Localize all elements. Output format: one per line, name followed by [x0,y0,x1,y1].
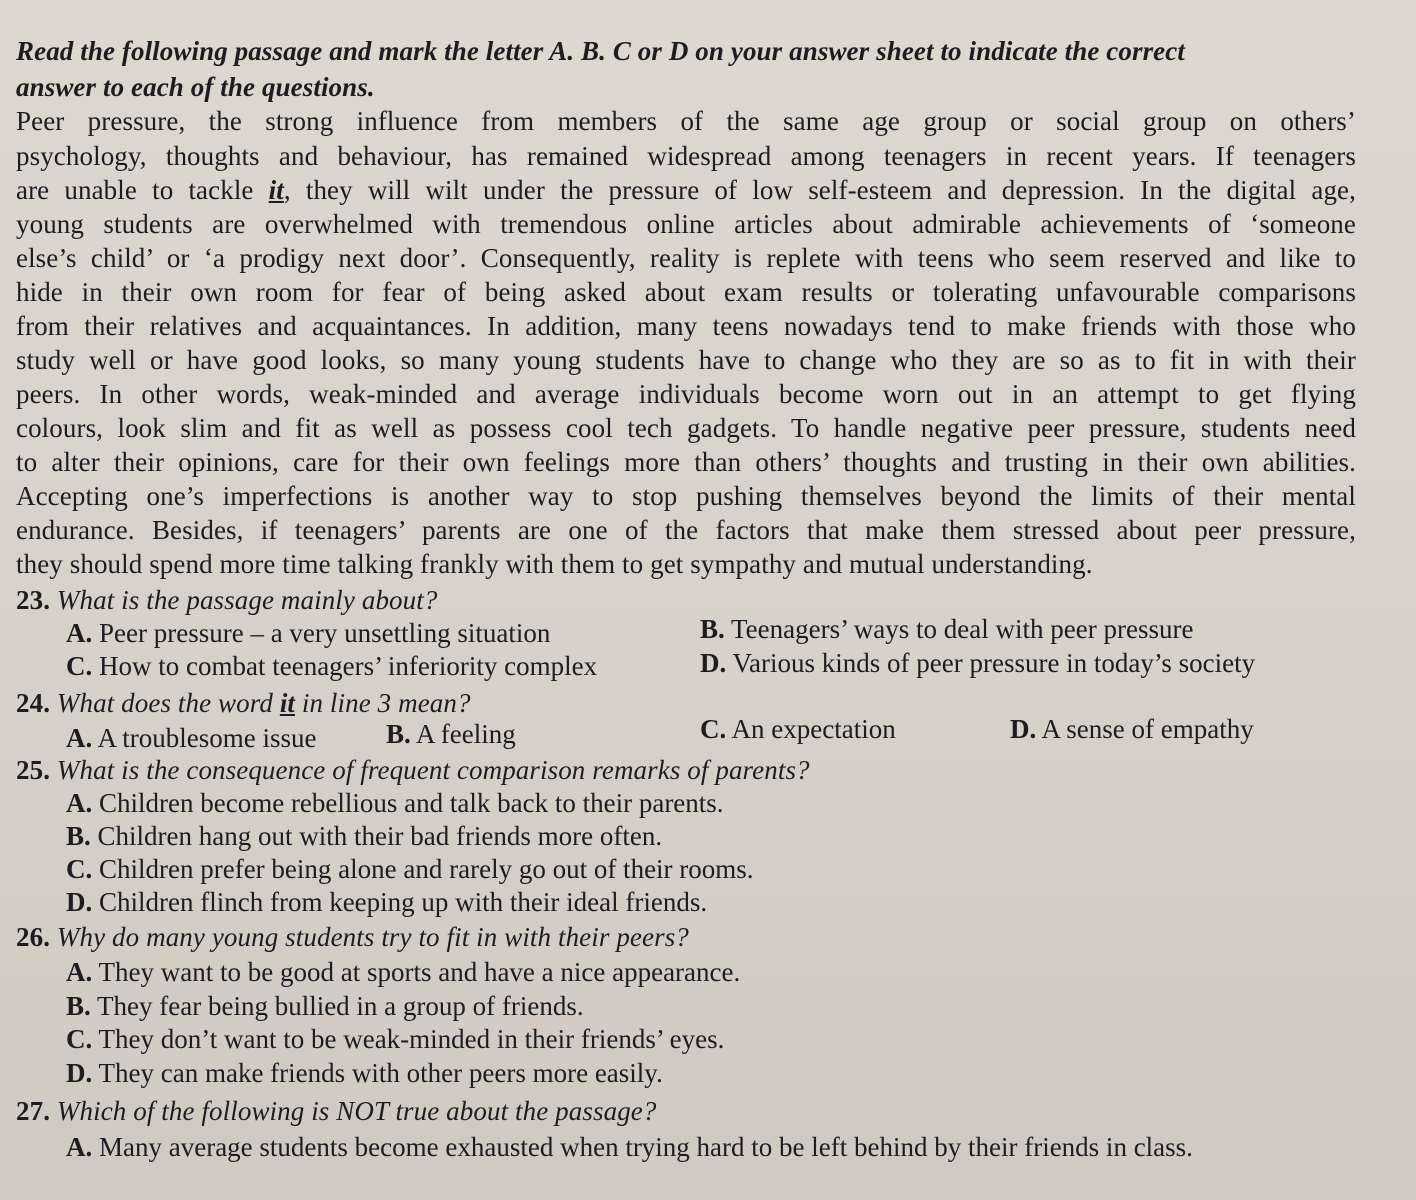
question-number: 23. [16,585,51,615]
option-text: They fear being bullied in a group of friends. [97,991,584,1021]
option-letter: C. [66,651,93,681]
q25-option-c[interactable] [66,852,754,886]
option-letter: D. [700,648,727,678]
question-26 [16,920,1356,954]
q26-option-b[interactable] [66,989,584,1023]
option-text: An expectation [731,714,896,744]
passage-line-9: peers. In other words, weak-minded and average individuals become worn out in an attempt to get flying [16,379,1356,409]
passage-line-3 [16,173,1356,207]
option-text: They can make friends with other peers more easily. [98,1058,663,1088]
question-text: What is the consequence of frequent comparison remarks of parents? [56,755,810,785]
passage-line-3-pre: are unable to tackle [16,175,269,205]
option-letter: C. [66,1024,93,1054]
q23-option-a[interactable] [66,616,550,650]
option-letter: A. [66,788,93,818]
q23-option-b[interactable] [700,612,1193,646]
question-number: 27. [16,1096,51,1126]
option-letter: B. [700,614,725,644]
option-letter: A. [66,618,93,648]
option-text: A feeling [416,719,516,749]
option-text: Children prefer being alone and rarely go out of their rooms. [99,854,754,884]
option-text: How to combat teenagers’ inferiority complex [99,651,598,681]
instructions-line-2: answer to each of the questions. [16,72,375,102]
instructions-line-1: Read the following passage and mark the letter A. B. C or D on your answer sheet to indicate the correct [16,36,1185,66]
underlined-word-it: it [268,175,284,205]
question-text: Why do many young students try to fit in with their peers? [56,922,689,952]
option-text: Various kinds of peer pressure in today’s society [732,648,1256,678]
q26-option-c[interactable] [66,1022,724,1056]
option-letter: D. [1010,714,1037,744]
option-text: Teenagers’ ways to deal with peer pressure [731,614,1194,644]
passage-line-12: Accepting one’s imperfections is another way to stop pushing themselves beyond the limits of their mental [16,481,1356,511]
passage-line-11: to alter their opinions, care for their own feelings more than others’ thoughts and trusting in their own abilities. [16,447,1356,477]
question-number: 25. [16,755,51,785]
q26-option-a[interactable] [66,955,740,989]
option-letter: C. [66,854,93,884]
question-text: What is the passage mainly about? [56,585,438,615]
q25-option-b[interactable] [66,819,662,853]
option-letter: B. [66,991,91,1021]
passage-line-13: endurance. Besides, if teenagers’ parents are one of the factors that make them stressed about peer pressure, [16,515,1356,545]
q27-option-a[interactable] [66,1130,1193,1164]
option-text: Children become rebellious and talk back to their parents. [99,788,724,818]
option-letter: A. [66,723,93,753]
question-text: Which of the following is NOT true about the passage? [56,1096,657,1126]
option-letter: D. [66,1058,93,1088]
passage-line-1: Peer pressure, the strong influence from members of the same age group or social group on others’ [16,106,1356,136]
passage-line-7: from their relatives and acquaintances. In addition, many teens nowadays tend to make friends with those who [16,311,1356,341]
option-letter: A. [66,957,93,987]
option-text: They don’t want to be weak-minded in their friends’ eyes. [98,1024,725,1054]
q24-option-b[interactable] [386,717,516,751]
passage-line-10: colours, look slim and fit as well as possess cool tech gadgets. To handle negative peer pressure, students need [16,413,1356,443]
question-27 [16,1094,1356,1128]
q24-option-c[interactable] [700,712,896,746]
passage-line-6: hide in their own room for fear of being asked about exam results or tolerating unfavourable comparisons [16,277,1356,307]
q23-option-d[interactable] [700,646,1255,680]
question-number: 26. [16,922,51,952]
option-letter: A. [66,1132,93,1162]
option-text: Peer pressure – a very unsettling situation [99,618,551,648]
q23-option-c[interactable] [66,649,597,683]
passage-line-14: they should spend more time talking frankly with them to get sympathy and mutual understanding. [16,549,1093,579]
passage-line-5: else’s child’ or ‘a prodigy next door’. Consequently, reality is replete with teens who seem reserved and like to [16,243,1356,273]
question-text-pre: What does the word [56,688,280,718]
question-number: 24. [16,688,51,718]
option-text: Children flinch from keeping up with their ideal friends. [99,887,708,917]
q26-option-d[interactable] [66,1056,663,1090]
q25-option-a[interactable] [66,786,724,820]
option-letter: D. [66,887,93,917]
option-text: Children hang out with their bad friends more often. [97,821,663,851]
passage-line-3-post: , they will wilt under the pressure of low self-esteem and depression. In the digital age, [283,175,1356,205]
option-text: Many average students become exhausted when trying hard to be left behind by their friends in class. [99,1132,1193,1162]
question-text-post: in line 3 mean? [295,688,471,718]
option-text: A sense of empathy [1041,714,1254,744]
passage-line-4: young students are overwhelmed with tremendous online articles about admirable achievements of ‘someone [16,209,1356,239]
q24-option-d[interactable] [1010,712,1254,746]
passage-line-2: psychology, thoughts and behaviour, has remained widespread among teenagers in recent years. If teenagers [16,141,1356,171]
passage-line-8: study well or have good looks, so many young students have to change who they are so as to fit in with their [16,345,1356,375]
option-letter: B. [386,719,411,749]
q24-option-a[interactable] [66,721,317,755]
option-text: They want to be good at sports and have a nice appearance. [98,957,741,987]
option-letter: B. [66,821,91,851]
underlined-word-it: it [279,688,296,718]
option-letter: C. [700,714,727,744]
q25-option-d[interactable] [66,885,707,919]
option-text: A troublesome issue [97,723,317,753]
question-25 [16,753,1356,787]
